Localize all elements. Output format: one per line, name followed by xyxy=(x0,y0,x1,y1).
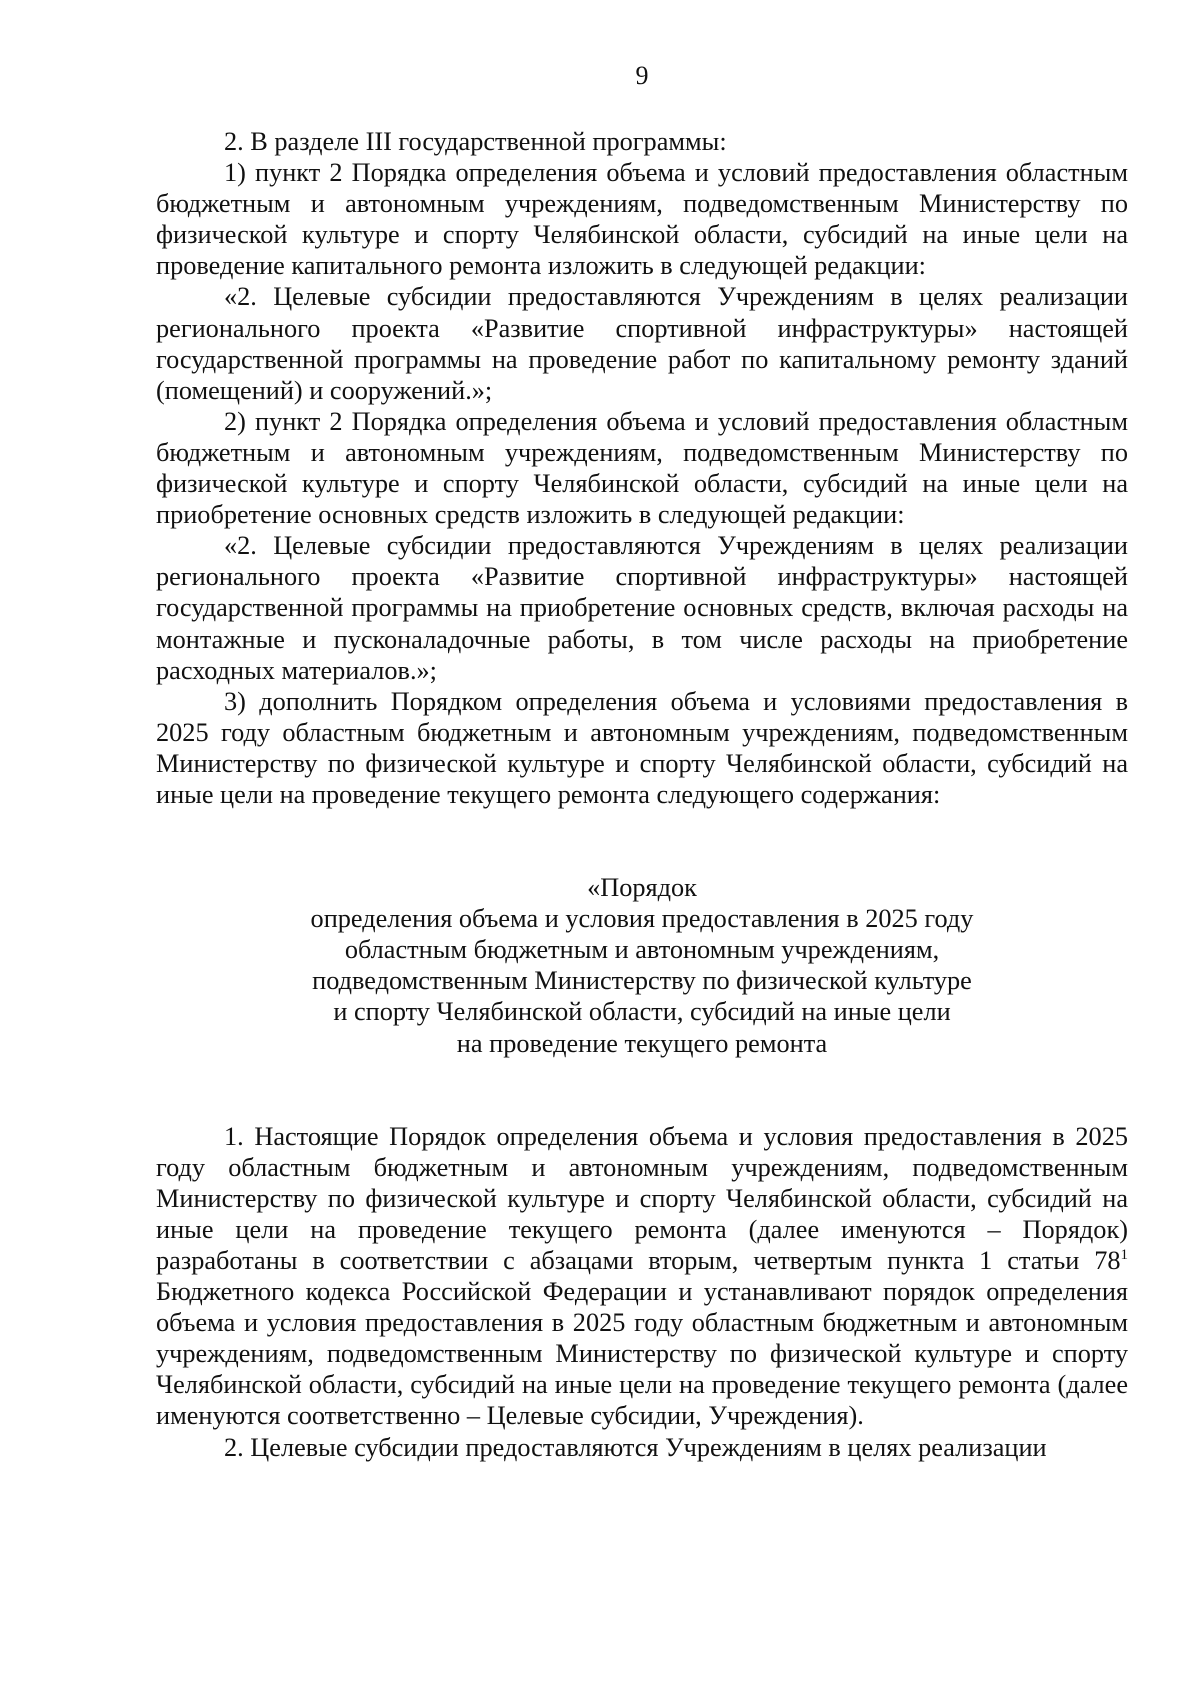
page-number: 9 xyxy=(635,61,649,90)
clause-1-text-start: 1. Настоящие Порядок определения объема и условия предоставления в 2025 году областным бюджетным и автономным учреждениям, подведомственным Министерству по физической культуре и спорту Челябинской области, субсидий на иные цели на проведение текущего ремонта (далее именуются – Порядок) разработаны в соответствии с абзацами вторым, четвертым пункта 1 статьи 78 xyxy=(156,1121,1128,1275)
title-line: и спорту Челябинской области, субсидий на иные цели xyxy=(333,997,951,1027)
section-heading-paragraph: 2. В разделе III государственной программы: xyxy=(224,127,727,156)
title-line: подведомственным Министерству по физической культуре xyxy=(312,966,972,996)
title-line: определения объема и условия предоставления в 2025 году xyxy=(310,904,974,934)
clause-1-text-end: Бюджетного кодекса Российской Федерации и устанавливают порядок определения объема и условия предоставления в 2025 году областным бюджетным и автономным учреждениям, подведомственным Министерству по физической культуре и спорту Челябинской области, субсидий на иные цели на проведение текущего ремонта (далее именуются соответственно – Целевые субсидии, Учреждения). xyxy=(156,1277,1128,1431)
order-title xyxy=(156,872,1128,1059)
article-superscript: 1 xyxy=(1120,1247,1128,1264)
item-3-paragraph: 3) дополнить Порядком определения объема и условиями предоставления в 2025 году областным бюджетным и автономным учреждениям, подведомственным Министерству по физической культуре и спорту Челябинской области, субсидий на иные цели на проведение текущего ремонта следующего содержания: xyxy=(156,686,1128,809)
title-line: на проведение текущего ремонта xyxy=(456,1028,828,1058)
item-2-paragraph: 2) пункт 2 Порядка определения объема и условий предоставления областным бюджетным и автономным учреждениям, подведомственным Министерству по физической культуре и спорту Челябинской области, субсидий на иные цели на приобретение основных средств изложить в следующей редакции: xyxy=(156,406,1128,530)
document-body xyxy=(156,126,1128,1463)
title-line: областным бюджетным и автономным учреждениям, xyxy=(344,935,940,965)
quoted-paragraph-2: «2. Целевые субсидии предоставляются Учреждениям в целях реализации регионального проекта «Развитие спортивной инфраструктуры» настоящей государственной программы на приобретение основных средств, включая расходы на монтажные и пусконаладочные работы, в том числе расходы на приобретение расходных материалов.»; xyxy=(156,531,1128,685)
item-1-paragraph: 1) пункт 2 Порядка определения объема и условий предоставления областным бюджетным и автономным учреждениям, подведомственным Министерству по физической культуре и спорту Челябинской области, субсидий на иные цели на проведение капитального ремонта изложить в следующей редакции: xyxy=(156,158,1128,281)
order-clause-1 xyxy=(156,1121,1128,1432)
quoted-paragraph-1: «2. Целевые субсидии предоставляются Учреждениям в целях реализации регионального проекта «Развитие спортивной инфраструктуры» настоящей государственной программы на проведение работ по капитальному ремонту зданий (помещений) и сооружений.»; xyxy=(156,282,1128,405)
order-clause-2: 2. Целевые субсидии предоставляются Учреждениям в целях реализации xyxy=(224,1432,1047,1462)
title-line: «Порядок xyxy=(587,873,697,903)
